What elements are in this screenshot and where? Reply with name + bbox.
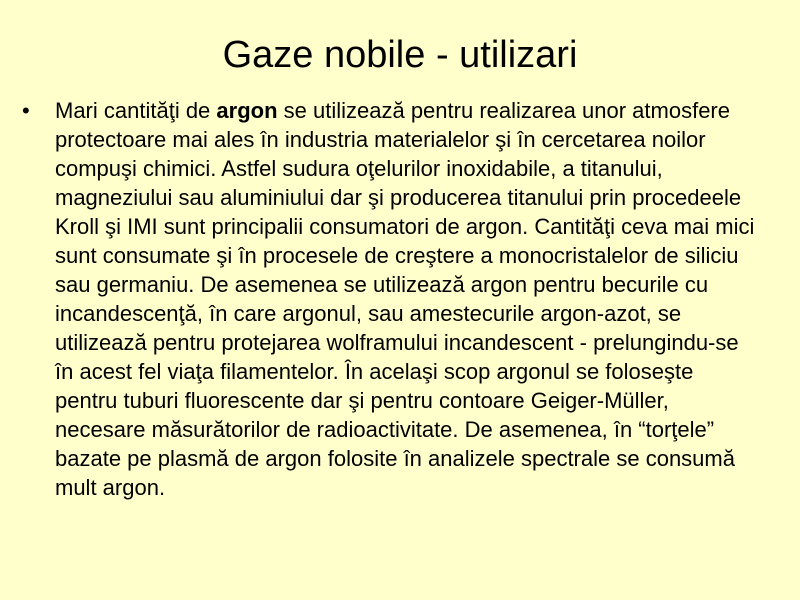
paragraph-bold-word: argon [216,98,278,123]
bullet-paragraph [55,96,761,502]
bullet-item [22,96,762,502]
paragraph-text-start: Mari cantităţi de [55,98,217,123]
slide-title: Gaze nobile - utilizari [222,34,578,76]
paragraph-text-rest: se utilizează pentru realizarea unor atmosfere protectoare mai ales în industria materialelor şi în cercetarea noilor compuşi chimici. Astfel sudura oţelurilor inoxidabile, a titanului, magneziului sau aluminiului dar şi producerea titanului prin procedeele Kroll şi IMI sunt principalii consumatori de argon. Cantităţi ceva mai mici sunt consumate şi în procesele de creştere a monocristalelor de siliciu sau germaniu. De asemenea se utilizează argon pentru becurile cu incandescenţă, în care argonul, sau amestecurile argon-azot, se utilizează pentru protejarea wolframului incandescent - prelungindu-se în acest fel viaţa filamentelor. În acelaşi scop argonul se foloseşte pentru tuburi fluorescente dar şi pentru contoare Geiger-Müller, necesare măsurătorilor de radioactivitate. De asemenea, în “torţele” bazate pe plasmă de argon folosite în analizele spectrale se consumă mult argon. [55,98,755,500]
bullet-icon: • [22,98,30,123]
